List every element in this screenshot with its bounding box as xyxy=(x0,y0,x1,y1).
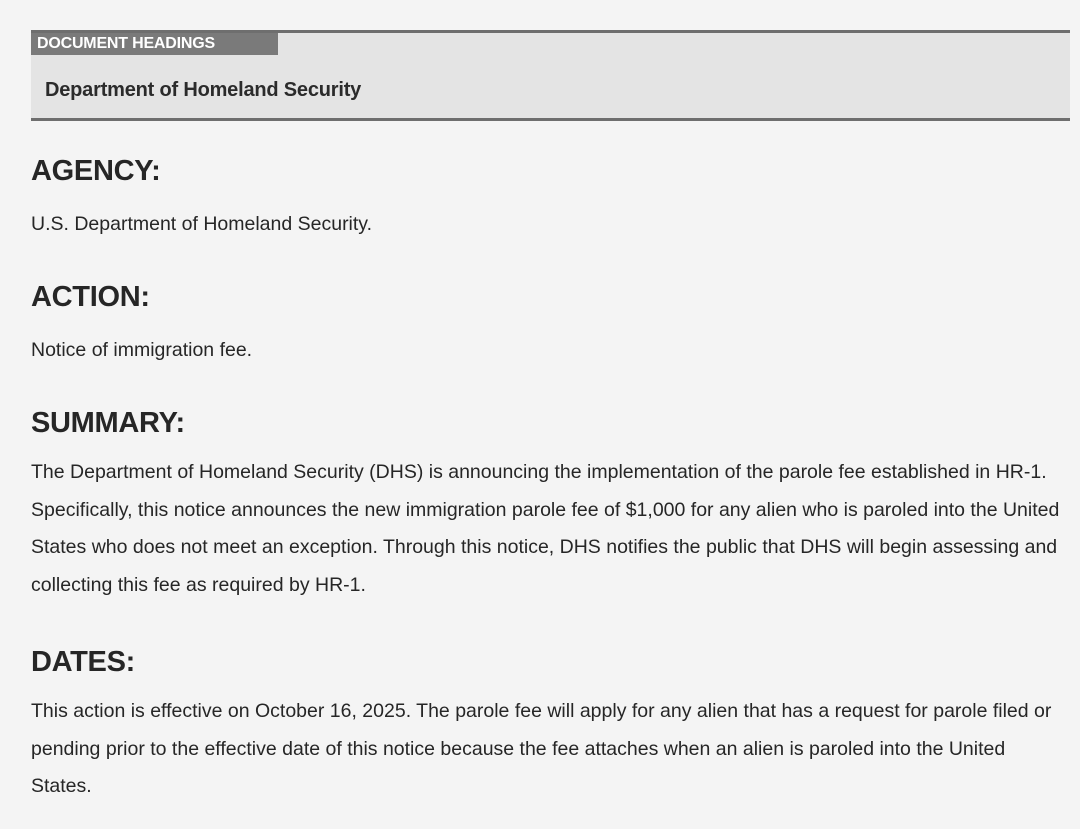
summary-section xyxy=(31,406,1061,604)
agency-heading: AGENCY: xyxy=(31,155,161,187)
agency-text: U.S. Department of Homeland Security. xyxy=(31,213,373,235)
summary-heading: SUMMARY: xyxy=(31,407,185,439)
document-headings-label: DOCUMENT HEADINGS xyxy=(31,33,278,55)
action-section xyxy=(31,280,1061,370)
document-headings-box xyxy=(31,30,1070,121)
document-headings-agency: Department of Homeland Security xyxy=(45,79,362,101)
summary-text: The Department of Homeland Security (DHS) is announcing the implementation of the parole fee established in HR-1. Specifically, this notice announces the new immigration parole fee of $1,000 for any alien who is paroled into the United States who does not meet an exception. Through this notice, DHS notifies the public that DHS will begin assessing and collecting this fee as required by HR-1. xyxy=(31,461,1060,596)
dates-text: This action is effective on October 16, 2025. The parole fee will apply for any alien that has a request for parole filed or pending prior to the effective date of this notice because the fee attaches when an alien is paroled into the United States. xyxy=(31,700,1052,797)
dates-section xyxy=(31,645,1061,806)
action-heading: ACTION: xyxy=(31,281,150,313)
action-text: Notice of immigration fee. xyxy=(31,339,253,361)
agency-section xyxy=(31,154,1061,244)
dates-heading: DATES: xyxy=(31,646,135,678)
